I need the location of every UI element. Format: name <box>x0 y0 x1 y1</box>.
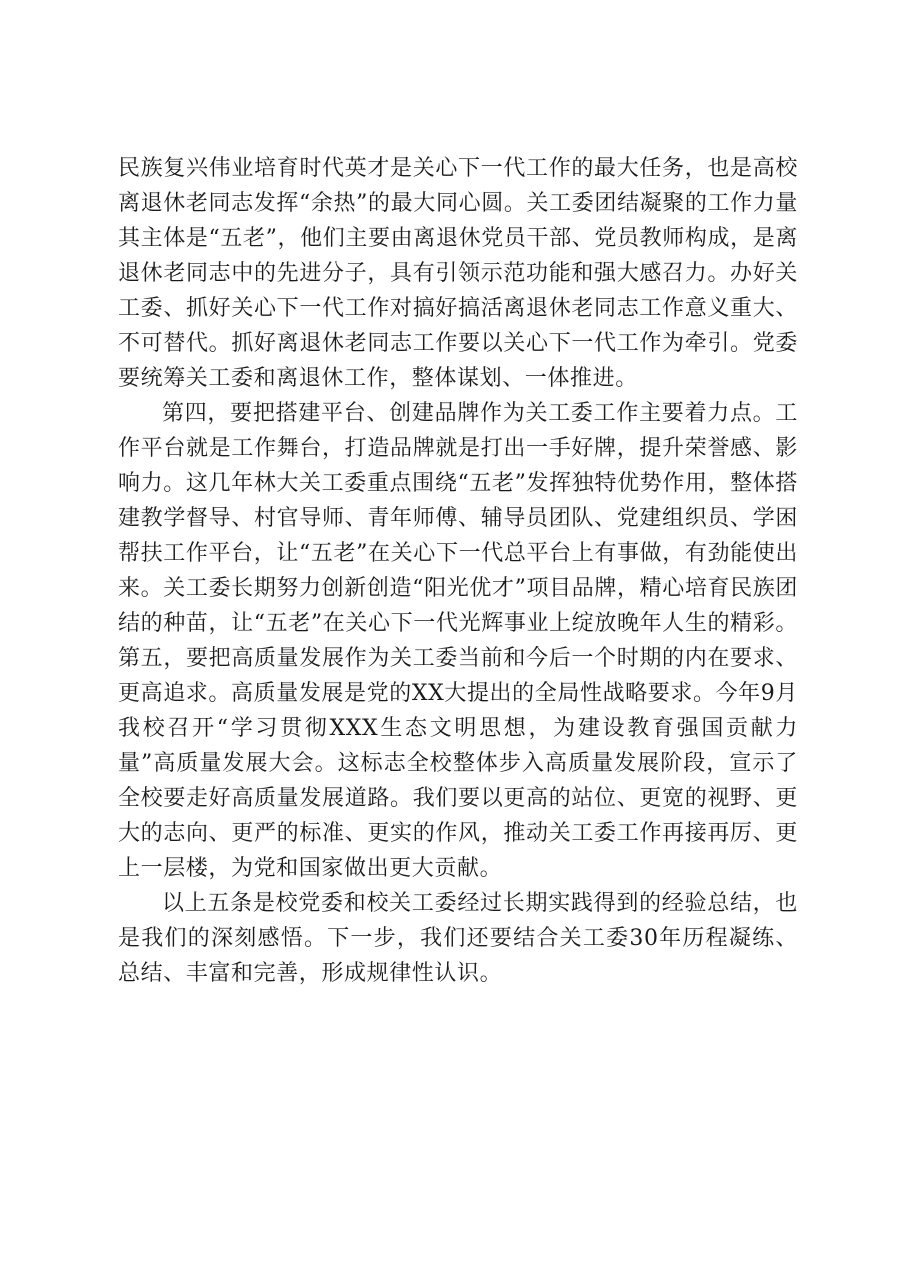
paragraph-3: 以上五条是校党委和校关工委经过长期实践得到的经验总结，也是我们的深刻感悟。下一步，我们还要结合关工委30年历程凝练、总结、丰富和完善，形成规律性认识。 <box>118 891 798 986</box>
paragraph-1: 民族复兴伟业培育时代英才是关心下一代工作的最大任务，也是高校离退休老同志发挥“余热”的最大同心圆。关工委团结凝聚的工作力量其主体是“五老”，他们主要由离退休党员干部、党员教师构成，是离退休老同志中的先进分子，具有引领示范功能和强大感召力。办好关工委、抓好关心下一代工作对搞好搞活离退休老同志工作意义重大、不可替代。抓好离退休老同志工作要以关心下一代工作为牵引。党委要统筹关工委和离退休工作，整体谋划、一体推进。 <box>118 156 798 391</box>
document-body <box>118 151 798 991</box>
paragraph-2: 第四，要把搭建平台、创建品牌作为关工委工作主要着力点。工作平台就是工作舞台，打造品牌就是打出一手好牌，提升荣誉感、影响力。这几年林大关工委重点围绕“五老”发挥独特优势作用，整体搭建教学督导、村官导师、青年师傅、辅导员团队、党建组织员、学困帮扶工作平台，让“五老”在关心下一代总平台上有事做，有劲能使出来。关工委长期努力创新创造“阳光优才”项目品牌，精心培育民族团结的种苗，让“五老”在关心下一代光辉事业上绽放晚年人生的精彩。第五，要把高质量发展作为关工委当前和今后一个时期的内在要求、更高追求。高质量发展是党的XX大提出的全局性战略要求。今年9月我校召开“学习贯彻XXX生态文明思想，为建设教育强国贡献力量”高质量发展大会。这标志全校整体步入高质量发展阶段，宣示了全校要走好高质量发展道路。我们要以更高的站位、更宽的视野、更大的志向、更严的标准、更实的作风，推动关工委工作再接再厉、更上一层楼，为党和国家做出更大贡献。 <box>118 401 798 881</box>
